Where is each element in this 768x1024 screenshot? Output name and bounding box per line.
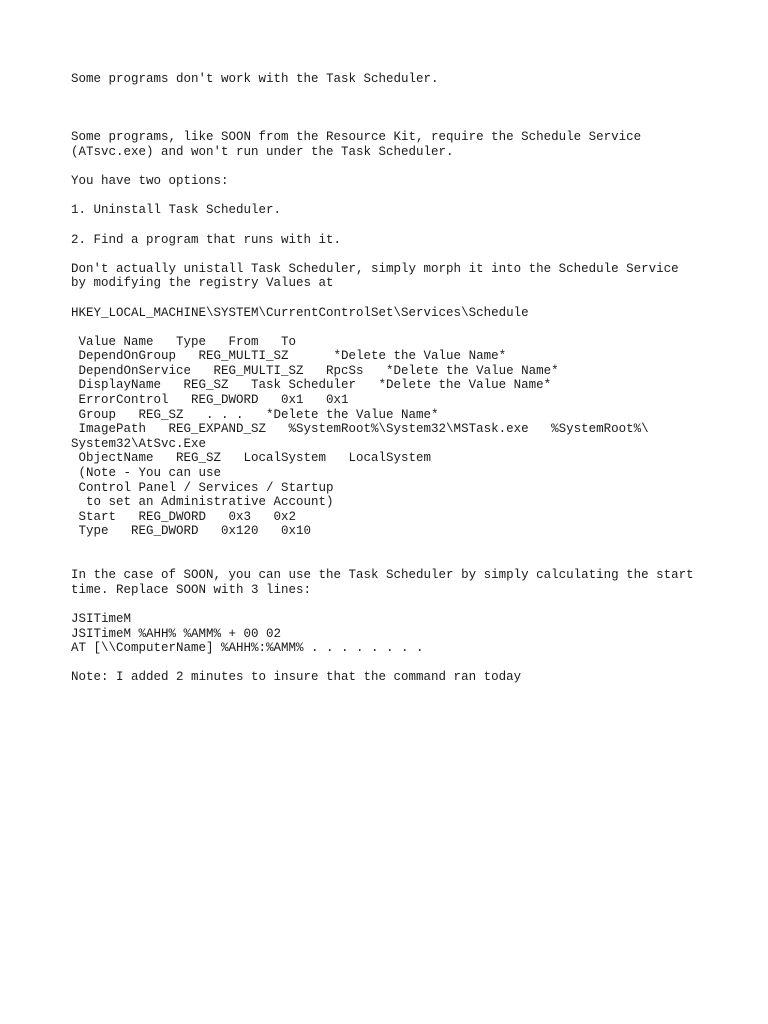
text-line: time. Replace SOON with 3 lines: [71, 582, 312, 597]
registry-table-note: to set an Administrative Account) [71, 495, 334, 510]
text-line [71, 116, 751, 131]
command-line: JSITimeM [71, 611, 132, 626]
text-line: Some programs don't work with the Task Scheduler. [71, 72, 439, 86]
registry-path: HKEY_LOCAL_MACHINE\SYSTEM\CurrentControlSet\Services\Schedule [71, 305, 529, 320]
registry-table-header: Value Name Type From To [71, 334, 297, 349]
text-line [71, 160, 751, 175]
text-line: 1. Uninstall Task Scheduler. [71, 203, 282, 218]
registry-table-note: Control Panel / Services / Startup [71, 480, 334, 495]
document-body [71, 72, 751, 685]
command-line: JSITimeM %AHH% %AMM% + 00 02 [71, 626, 282, 641]
text-line [71, 539, 751, 554]
text-line [71, 218, 751, 233]
registry-table-row: System32\AtSvc.Exe [71, 436, 207, 451]
note-line: Note: I added 2 minutes to insure that the command ran today [71, 670, 522, 685]
text-line: by modifying the registry Values at [71, 276, 334, 291]
text-line [71, 320, 751, 335]
registry-table-row: Type REG_DWORD 0x120 0x10 [71, 524, 312, 539]
text-line [71, 291, 751, 306]
text-line [71, 554, 751, 569]
registry-table-row: ImagePath REG_EXPAND_SZ %SystemRoot%\System32\MSTask.exe %SystemRoot%\ [71, 422, 649, 437]
registry-table-row: Start REG_DWORD 0x3 0x2 [71, 509, 297, 524]
text-line [71, 656, 751, 671]
text-line [71, 189, 751, 204]
registry-table-row: DisplayName REG_SZ Task Scheduler *Delete the Value Name* [71, 378, 552, 393]
registry-table-note: (Note - You can use [71, 466, 222, 481]
text-line: In the case of SOON, you can use the Task Scheduler by simply calculating the start [71, 568, 694, 583]
registry-table-row: DependOnGroup REG_MULTI_SZ *Delete the Value Name* [71, 349, 507, 364]
text-line [71, 87, 751, 102]
text-line: (ATsvc.exe) and won't run under the Task Scheduler. [71, 144, 454, 159]
registry-table-row: ErrorControl REG_DWORD 0x1 0x1 [71, 393, 349, 408]
text-line [71, 597, 751, 612]
text-line: Some programs, like SOON from the Resource Kit, require the Schedule Service [71, 130, 642, 145]
registry-table-row: DependOnService REG_MULTI_SZ RpcSs *Delete the Value Name* [71, 363, 559, 378]
text-line: You have two options: [71, 174, 229, 189]
text-line: 2. Find a program that runs with it. [71, 232, 342, 247]
text-line [71, 101, 751, 116]
text-line: Don't actually unistall Task Scheduler, simply morph it into the Schedule Service [71, 261, 679, 276]
text-line [71, 247, 751, 262]
command-line: AT [\\ComputerName] %AHH%:%AMM% . . . . . . . . [71, 641, 424, 656]
registry-table-row: Group REG_SZ . . . *Delete the Value Name* [71, 407, 439, 422]
registry-table-row: ObjectName REG_SZ LocalSystem LocalSystem [71, 451, 432, 466]
